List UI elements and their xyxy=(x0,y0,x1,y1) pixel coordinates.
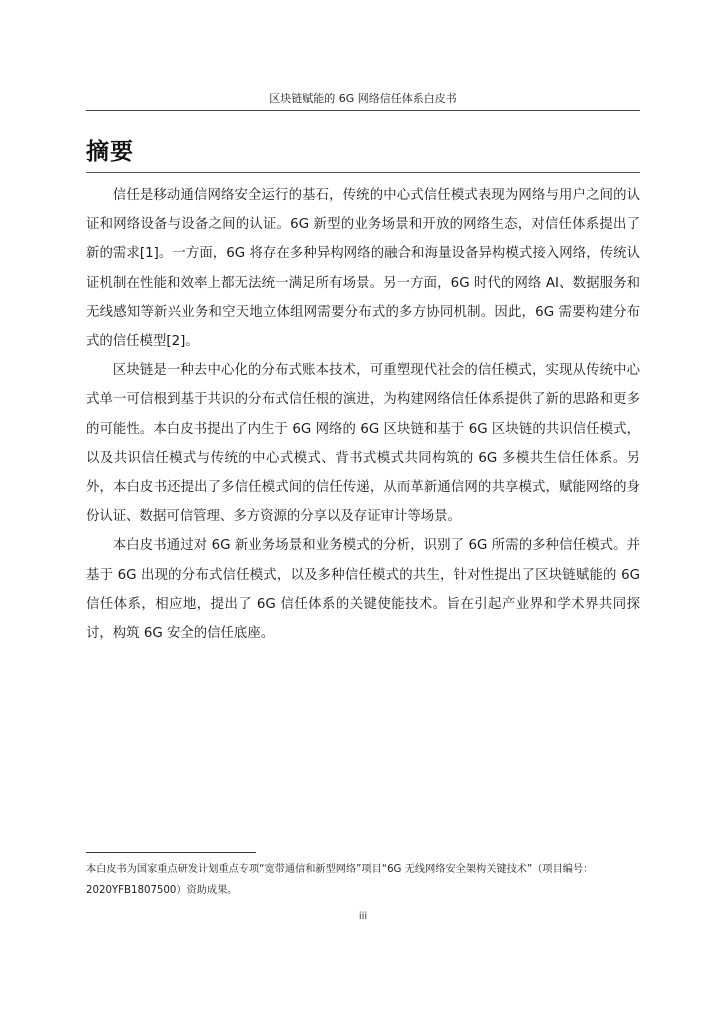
paragraph: 本白皮书通过对 6G 新业务场景和业务模式的分析，识别了 6G 所需的多种信任模式。并基于 6G 出现的分布式信任模式，以及多种信任模式的共生，针对性提出了区块链赋能的 6G 信任体系，相应地，提出了 6G 信任体系的关键使能技术。旨在引起产业界和学术界共同探讨，构筑 6G 安全的信任底座。 xyxy=(86,538,640,642)
footnote-divider xyxy=(86,852,256,853)
running-header: 区块链赋能的 6G 网络信任体系白皮书 xyxy=(269,92,457,105)
footnote: 本白皮书为国家重点研发计划重点专项“宽带通信和新型网络”项目“6G 无线网络安全架构关键技术”（项目编号：2020YFB1807500）资助成果。 xyxy=(86,864,594,896)
paragraph: 信任是移动通信网络安全运行的基石，传统的中心式信任模式表现为网络与用户之间的认证和网络设备与设备之间的认证。6G 新型的业务场景和开放的网络生态，对信任体系提出了新的需求[1]。一方面，6G 将存在多种异构网络的融合和海量设备异构模式接入网络，传统认证机制在性能和效率上都无法统一满足所有场景。另一方面，6G 时代的网络 AI、数据服务和无线感知等新兴业务和空天地立体组网需要分布式的多方协同机制。因此，6G 需要构建分布式的信任模型[2]。 xyxy=(86,188,640,350)
paragraph: 区块链是一种去中心化的分布式账本技术，可重塑现代社会的信任模式，实现从传统中心式单一可信根到基于共识的分布式信任根的演进，为构建网络信任体系提供了新的思路和更多的可能性。本白皮书提出了内生于 6G 网络的 6G 区块链和基于 6G 区块链的共识信任模式，以及共识信任模式与传统的中心式模式、背书式模式共同构筑的 6G 多模共生信任体系。另外，本白皮书还提出了多信任模式间的信任传递，从而革新通信网的共享模式，赋能网络的身份认证、数据可信管理、多方资源的分享以及存证审计等场景。 xyxy=(86,363,640,525)
title-divider xyxy=(86,172,640,173)
header-divider xyxy=(86,110,640,111)
abstract-body xyxy=(86,181,640,648)
section-title: 摘要 xyxy=(86,139,134,165)
page-number: iii xyxy=(358,911,368,922)
